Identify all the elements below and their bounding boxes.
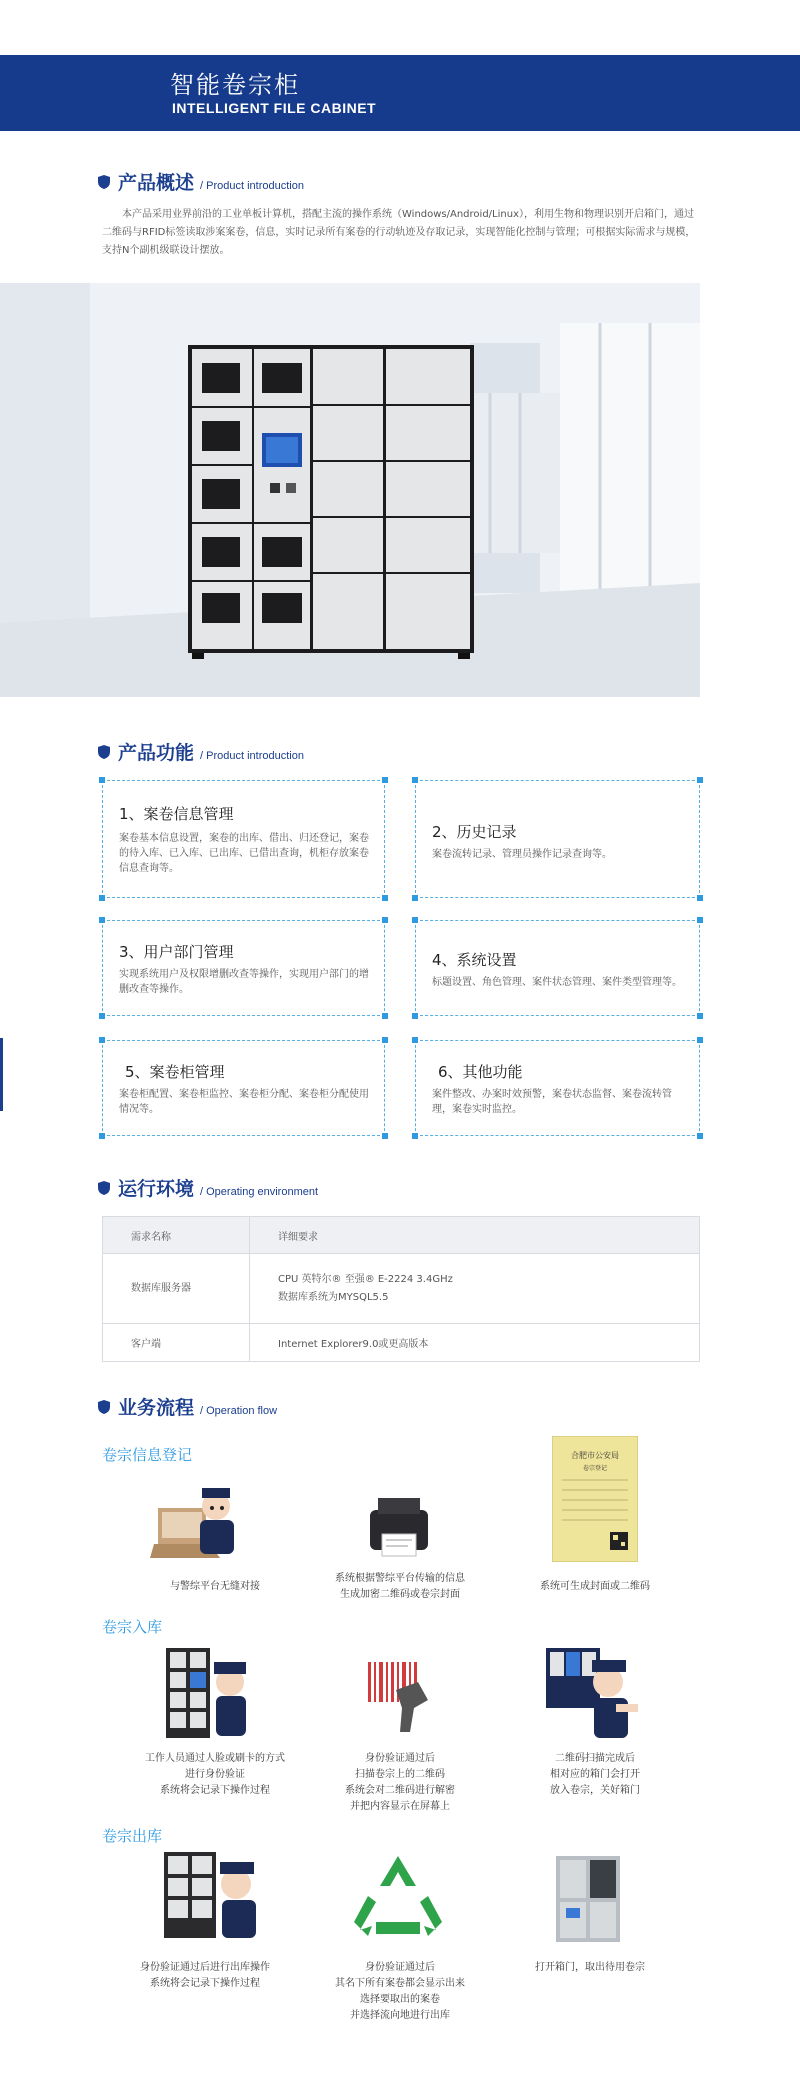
section-heading-flow [98, 1393, 277, 1420]
section-title: 业务流程 [118, 1397, 195, 1419]
section-heading-overview [98, 168, 304, 195]
section-subtitle: / Product introduction [200, 180, 304, 192]
officer-withdraw-illustration [164, 1852, 264, 1942]
feature-card-1 [102, 780, 385, 898]
table-cell-detail: Internet Explorer9.0或更高版本 [250, 1324, 700, 1362]
shield-icon [98, 745, 110, 759]
doc-card-title: 合肥市公安局 [571, 1451, 619, 1460]
feature-card-desc: 案件整改、办案时效预警，案卷状态监督、案卷流转管理，案卷实时监控。 [432, 1089, 672, 1115]
section-title: 运行环境 [118, 1178, 195, 1200]
file-cover-illustration [552, 1436, 638, 1562]
flow-group-label: 卷宗信息登记 [102, 1446, 193, 1464]
flow-caption: 二维码扫描完成后 相对应的箱门会打开 放入卷宗，关好箱门 [550, 1753, 640, 1796]
section-subtitle: / Product introduction [200, 750, 304, 762]
flow-caption: 身份验证通过后进行出库操作 系统将会记录下操作过程 [140, 1962, 270, 1989]
table-cell-name: 客户端 [103, 1324, 250, 1362]
feature-card-title: 2、历史记录 [432, 823, 517, 841]
section-subtitle: / Operation flow [200, 1405, 278, 1417]
open-locker-photo [556, 1856, 620, 1942]
officer-cabinet-illustration [546, 1648, 642, 1742]
section-heading-features [98, 738, 304, 765]
side-accent-bar [0, 1038, 3, 1111]
flow-caption: 身份验证通过后 其名下所有案卷都会显示出来 选择要取出的案卷 并选择流向地进行出库 [335, 1962, 465, 2021]
printer-icon [364, 1490, 434, 1562]
flow-caption: 身份验证通过后 扫描卷宗上的二维码 系统会对二维码进行解密 并把内容显示在屏幕上 [345, 1753, 455, 1812]
overview-text: 本产品采用业界前沿的工业单板计算机，搭配主流的操作系统（Windows/Android/Linux），利用生物和物理识别开启箱门，通过二维码与RFID标签读取涉案案卷，信息，实时记录所有案卷的行动轨迹及存取记录，实现智能化控制与管理；可根据实际需求与规模，支持N个副机级联设计摆放。 [102, 209, 696, 256]
table-header-cell: 需求名称 [103, 1217, 250, 1254]
flow-group-label: 卷宗出库 [102, 1827, 163, 1845]
cabinet-officer-illustration [166, 1648, 250, 1742]
feature-card-5 [102, 1040, 385, 1136]
table-row [103, 1254, 700, 1324]
feature-card-title: 1、案卷信息管理 [119, 805, 234, 823]
recycle-icon [350, 1852, 446, 1942]
shield-icon [98, 175, 110, 189]
shield-icon [98, 1400, 110, 1414]
section-heading-environment [98, 1174, 318, 1201]
table-cell-detail [250, 1254, 700, 1324]
flow-caption: 工作人员通过人脸或刷卡的方式 进行身份验证 系统将会记录下操作过程 [145, 1753, 285, 1796]
cabinet-photo-illustration [0, 283, 700, 697]
page-subtitle: INTELLIGENT FILE CABINET [172, 100, 377, 116]
feature-card-desc: 案卷流转记录、管理员操作记录查询等。 [432, 849, 612, 860]
flow-caption: 系统可生成封面或二维码 [540, 1581, 650, 1592]
feature-card-4 [415, 920, 700, 1016]
table-cell-name: 数据库服务器 [103, 1254, 250, 1324]
table-header-row [103, 1217, 700, 1254]
flow-caption: 系统根据警综平台传输的信息 生成加密二维码或卷宗封面 [335, 1573, 465, 1600]
flow-group-label: 卷宗入库 [102, 1618, 163, 1636]
section-title: 产品功能 [118, 742, 195, 764]
shield-icon [98, 1181, 110, 1195]
table-header-cell: 详细要求 [250, 1217, 700, 1254]
section-title: 产品概述 [118, 172, 195, 194]
officer-computer-illustration [150, 1478, 250, 1572]
page-title: 智能卷宗柜 [170, 71, 300, 99]
feature-card-title: 3、用户部门管理 [119, 943, 234, 961]
detail-line: 数据库系统为MYSQL5.5 [278, 1291, 389, 1303]
barcode-scanner-icon [366, 1660, 436, 1734]
feature-card-desc: 标题设置、角色管理、案件状态管理、案件类型管理等。 [432, 977, 682, 988]
feature-card-desc: 实现系统用户及权限增删改查等操作，实现用户部门的增删改查等操作。 [119, 969, 369, 995]
feature-card-title: 5、案卷柜管理 [125, 1063, 225, 1081]
feature-card-6 [415, 1040, 700, 1136]
feature-card-title: 6、其他功能 [438, 1063, 523, 1081]
feature-card-2 [415, 780, 700, 898]
header-banner [0, 55, 800, 131]
section-subtitle: / Operating environment [200, 1186, 319, 1198]
flow-caption: 打开箱门，取出待用卷宗 [535, 1962, 645, 1973]
environment-table [102, 1216, 700, 1362]
table-row [103, 1324, 700, 1362]
detail-line: CPU 英特尔® 至强® E-2224 3.4GHz [278, 1273, 453, 1285]
flow-caption: 与警综平台无缝对接 [170, 1581, 260, 1592]
product-photo [0, 283, 700, 697]
feature-card-desc: 案卷柜配置、案卷柜监控、案卷柜分配、案卷柜分配使用情况等。 [119, 1089, 369, 1115]
feature-card-3 [102, 920, 385, 1016]
feature-card-desc: 案卷基本信息设置，案卷的出库、借出、归还登记，案卷的待入库、已入库、已出库、已借出查询，机柜存放案卷信息查询等。 [119, 833, 369, 874]
doc-card-subtitle: 卷宗登记 [582, 1465, 608, 1472]
feature-card-title: 4、系统设置 [432, 951, 517, 969]
